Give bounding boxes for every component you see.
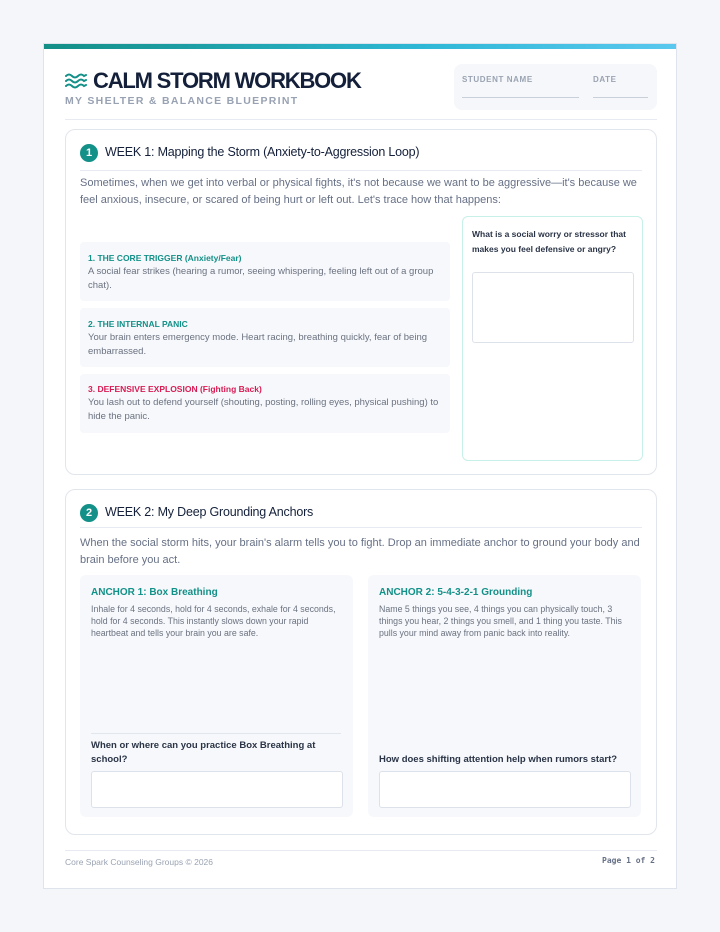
student-name-label: STUDENT NAME <box>462 75 533 84</box>
panic-body: Your brain enters emergency mode. Heart racing, breathing quickly, fear of being embarrassed. <box>88 332 428 357</box>
stressor-question-box <box>462 216 643 461</box>
stressor-answer-field[interactable] <box>472 272 634 343</box>
trigger-heading: 1. THE CORE TRIGGER (Anxiety/Fear) <box>88 253 242 263</box>
brand <box>65 68 361 94</box>
anchor2-question: How does shifting attention help when rumors start? <box>379 754 618 765</box>
anchor1-question: When or where can you practice Box Breathing at school? <box>91 740 316 765</box>
week1-intro: Sometimes, when we get into verbal or physical fights, it's not because we want to be aggressive—it's because we feel anxious, insecure, or scared of being hurt or left out. Let's trace how that happens: <box>80 177 637 206</box>
explosion-body: You lash out to defend yourself (shouting, posting, rolling eyes, physical pushing) to hide the panic. <box>88 397 439 422</box>
week1-number-badge: 1 <box>80 144 98 162</box>
anchor1-answer-field[interactable] <box>91 771 343 808</box>
date-field[interactable] <box>593 97 648 98</box>
anchor2-heading: ANCHOR 2: 5-4-3-2-1 Grounding <box>379 587 533 598</box>
trigger-body: A social fear strikes (hearing a rumor, seeing whispering, feeling left out of a group chat). <box>88 266 434 291</box>
workbook-page <box>43 43 677 889</box>
anchor1-rule <box>91 733 341 734</box>
week2-title: WEEK 2: My Deep Grounding Anchors <box>105 505 314 519</box>
week1-rule <box>80 170 642 171</box>
anchor-box-breathing <box>80 575 353 817</box>
explosion-heading: 3. DEFENSIVE EXPLOSION (Fighting Back) <box>88 384 262 394</box>
accent-bar <box>44 44 676 49</box>
anchor1-body: Inhale for 4 seconds, hold for 4 seconds, exhale for 4 seconds, hold for 4 seconds. This instantly slows down your rapid heartbeat and tells your brain you are safe. <box>91 604 336 638</box>
week1-section <box>65 129 657 475</box>
panic-card <box>80 308 450 367</box>
trigger-card <box>80 242 450 301</box>
week2-intro: When the social storm hits, your brain's alarm tells you to fight. Drop an immediate anchor to ground your body and brain before you act. <box>80 537 640 566</box>
waves-icon <box>65 73 87 89</box>
stressor-question: What is a social worry or stressor that makes you feel defensive or angry? <box>472 229 626 254</box>
header-divider <box>65 119 657 120</box>
anchor-grounding <box>368 575 641 817</box>
week1-title: WEEK 1: Mapping the Storm (Anxiety-to-Aggression Loop) <box>105 145 420 159</box>
footer-divider <box>65 850 657 851</box>
anchor2-answer-field[interactable] <box>379 771 631 808</box>
week2-section <box>65 489 657 835</box>
footer-copyright: Core Spark Counseling Groups © 2026 <box>65 857 214 867</box>
panic-heading: 2. THE INTERNAL PANIC <box>88 319 188 329</box>
date-label: DATE <box>593 75 617 84</box>
anchor1-heading: ANCHOR 1: Box Breathing <box>91 587 218 598</box>
week2-rule <box>80 527 642 528</box>
student-info-box <box>454 64 657 110</box>
page-number: Page 1 of 2 <box>602 856 655 865</box>
anchor2-body: Name 5 things you see, 4 things you can physically touch, 3 things you hear, 2 things you smell, and 1 thing you taste. This pulls your mind away from panic back into reality. <box>379 604 622 638</box>
week2-number-badge: 2 <box>80 504 98 522</box>
explosion-card <box>80 374 450 433</box>
student-name-field[interactable] <box>462 97 579 98</box>
page-title: CALM STORM WORKBOOK <box>93 68 361 93</box>
page-subtitle: MY SHELTER & BALANCE BLUEPRINT <box>65 95 299 107</box>
